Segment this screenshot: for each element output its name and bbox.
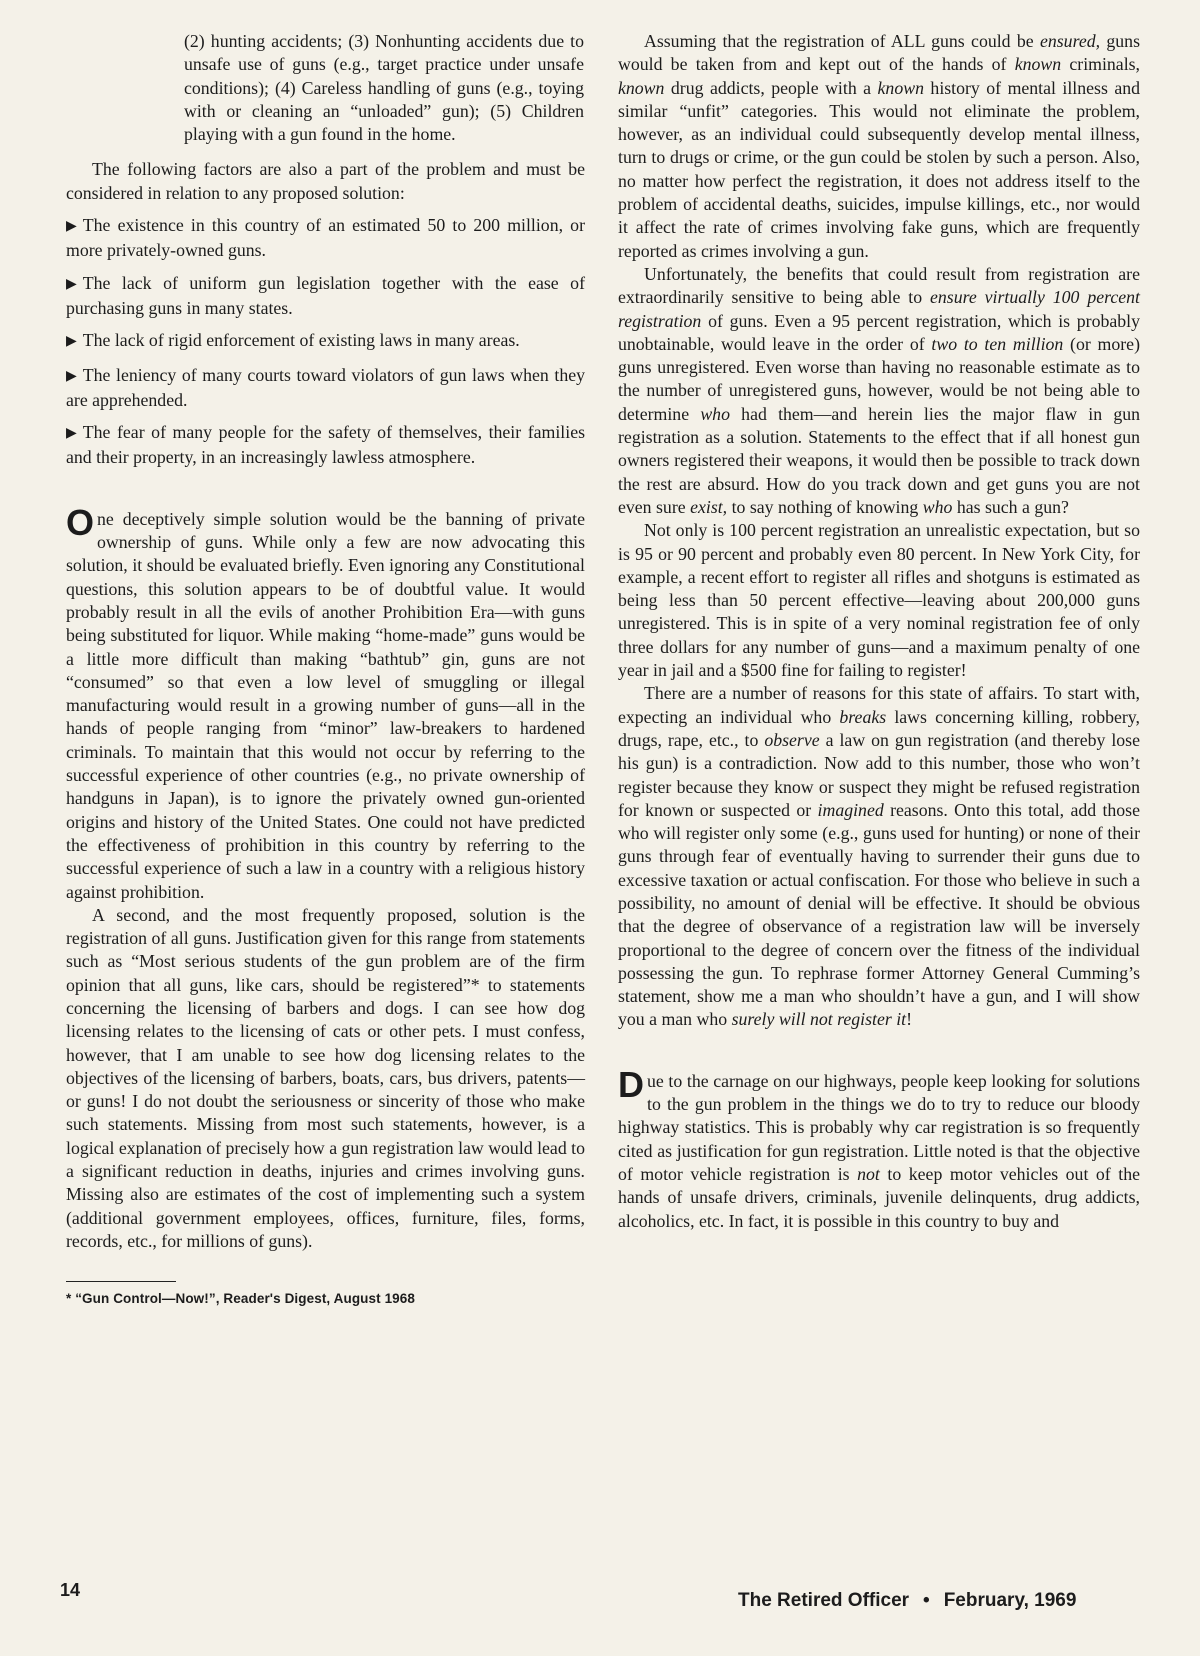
left-column [66, 30, 585, 1308]
registration-paragraph: A second, and the most frequently proposed, solution is the registration of all guns. Justification given for this range from statements such as “Most serious students of the gun problem are of the firm opinion that all guns, like cars, should be registered”* to statements concerning the licensing of barbers and dogs. I can see how dog licensing relates to the licensing of cats or other pets. I must confess, however, that I am unable to see how dog licensing relates to the objectives of the licensing of barbers, boats, cars, bus drivers, patents—or guns! I do not doubt the seriousness or sincerity of those who make such statements. Missing from most such statements, however, is a logical explanation of precisely how a gun registration law would lead to a significant reduction in deaths, injuries and crimes involving guns. Missing also are estimates of the cost of implementing such a system (additional government employees, offices, furniture, files, forms, records, etc., for millions of guns). [66, 904, 585, 1251]
factor-bullet: ▶ The leniency of many courts toward violators of gun laws when they are apprehended. [66, 364, 585, 410]
footnote-divider [66, 1281, 176, 1282]
bullet-arrow-icon: ▶ [66, 334, 77, 350]
paragraph-unfortunately: Unfortunately, the benefits that could result from registration are extraordinarily sensitive to being able to ensure virtually 100 percent registration of guns. Even a 95 percent registration, which is probably unobtainable, would leave in the order of two to ten million (or more) guns unregistered. Even worse than having no reasonable estimate as to the number of unregistered guns, however, would be not being able to determine who had them—and herein lies the major flaw in gun registration as a solution. Statements to the effect that if all honest gun owners registered their weapons, it would then be possible to track down the rest are absurd. How do you track down and get guns you are not even sure exist, to say nothing of knowing who has such a gun? [618, 263, 1140, 517]
factor-bullet: ▶ The lack of rigid enforcement of existing laws in many areas. [66, 329, 585, 354]
page-number: 14 [60, 1580, 81, 1600]
paragraph-reasons: There are a number of reasons for this state of affairs. To start with, expecting an individual who breaks laws concerning killing, robbery, drugs, rape, etc., to observe a law on gun registration (and thereby lose his gun) is a contradiction. Now add to this number, those who won’t register because they know or suspect they might be refused registration for known or suspected or imagined reasons. Onto this total, add those who will register only some (e.g., guns used for hunting) or none of their guns through fear of eventually having to surrender their guns due to excessive taxation or actual confiscation. For those who believe in such a possibility, no amount of denial will be effective. It should be obvious that the degree of observance of a registration law will be inversely proportional to the degree of concern over the fitness of the individual possessing the gun. To rephrase former Attorney General Cumming’s statement, show me a man who shouldn’t have a gun, and I will show you a man who surely will not register it! [618, 683, 1140, 1030]
footnote: * “Gun Control—Now!”, Reader's Digest, August 1968 [66, 1291, 416, 1307]
separator-dot: • [923, 1590, 930, 1611]
list-continuation: (2) hunting accidents; (3) Nonhunting accidents due to unsafe use of guns (e.g., target practice under unsafe conditions); (4) Careless handling of guns (e.g., toying with or cleaning an “unloaded” gun); (5) Children playing with a gun found in the home. [184, 31, 584, 145]
bullet-arrow-icon: ▶ [66, 426, 77, 442]
section-highways-paragraph: Due to the carnage on our highways, people keep looking for solutions to the gun problem in the things we do to try to reduce our bloody highway statistics. This is probably why car registration is so frequently cited as justification for gun registration. Little noted is that the objective of motor vehicle registration is not to keep motor vehicles out of the hands of unsafe drivers, criminals, juvenile delinquents, drug addicts, alcoholics, etc. In fact, it is possible in this country to buy and [618, 1063, 1140, 1231]
section-banning-paragraph: One deceptively simple solution would be the banning of private ownership of guns. While only a few are now advocating this solution, it should be evaluated briefly. Even ignoring any Constitutional questions, this solution appears to be of doubtful value. It would probably result in all the evils of another Prohibition Era—with guns being substituted for liquor. While making “home-made” guns would be a little more difficult than making “bathtub” gin, guns are not “consumed” so that even a low level of smuggling or illegal manufacturing would result in a growing number of guns—all in the hands of people ranging from “minor” law-breakers to hardened criminals. To maintain that this would not occur by referring to the successful experience of other countries (e.g., no private ownership of handguns in Japan), is to ignore the privately owned gun-oriented origins and history of the United States. One could not have predicted the effectiveness of prohibition in this country by referring to the successful experience of such a law in a country with a religious history against prohibition. [66, 501, 585, 902]
publication-title: The Retired Officer [738, 1590, 910, 1611]
factor-bullet: ▶ The fear of many people for the safety of themselves, their families and their property, in an increasingly lawless atmosphere. [66, 422, 585, 468]
factors-intro: The following factors are also a part of the problem and must be considered in relation to any proposed solution: [66, 159, 585, 203]
right-column [618, 30, 1140, 1233]
bullet-arrow-icon: ▶ [66, 276, 77, 292]
bullet-arrow-icon: ▶ [66, 368, 77, 384]
issue-date: February, 1969 [943, 1590, 1077, 1611]
factor-bullet: ▶ The existence in this country of an estimated 50 to 200 million, or more privately-owned guns. [66, 215, 585, 261]
paragraph-assuming: Assuming that the registration of ALL guns could be ensured, guns would be taken from and kept out of the hands of known criminals, known drug addicts, people with a known history of mental illness and similar “unfit” categories. This would not eliminate the problem, however, as an individual could subsequently develop mental illness, turn to drugs or crime, or the gun could be stolen by such a person. Also, no matter how perfect the registration, it does not address itself to the problem of accidental deaths, suicides, impulse killings, etc., nor would it affect the rate of crimes involving fake guns, which are frequently reported as crimes involving a gun. [618, 31, 1141, 261]
running-footer [738, 1590, 1138, 1612]
factor-bullet: ▶ The lack of uniform gun legislation together with the ease of purchasing guns in many states. [66, 272, 585, 318]
bullet-arrow-icon: ▶ [66, 219, 77, 235]
paragraph-not-only: Not only is 100 percent registration an unrealistic expectation, but so is 95 or 90 percent and probably even 80 percent. In New York City, for example, a recent effort to register all rifles and shotguns is estimated as being less than 50 percent effective—leaving about 200,000 guns unregistered. This is in spite of a very nominal registration fee of only three dollars for any number of guns—and a maximum penalty of one year in jail and a $500 fine for failing to register! [618, 520, 1140, 681]
dropcap-d: D [618, 1063, 644, 1105]
dropcap-o: O [66, 501, 95, 543]
